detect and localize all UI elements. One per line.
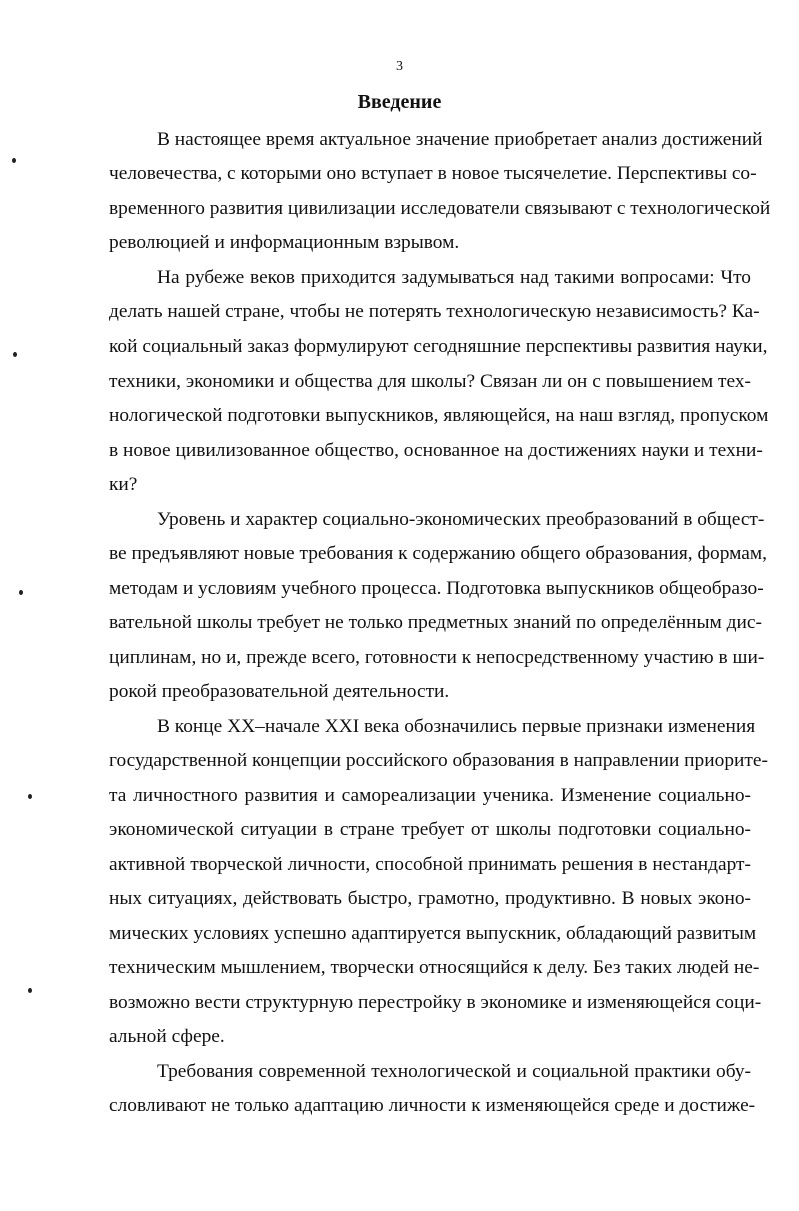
text-line: На рубеже веков приходится задумываться над такими вопросами: Что [157,267,751,288]
text-line: вательной школы требует не только предметных знаний по определённым дис- [109,612,762,633]
text-line: техники, экономики и общества для школы? Связан ли он с повышением тех- [109,371,751,392]
text-line: активной творческой личности, способной принимать решения в нестандарт- [109,854,751,875]
text-line: временного развития цивилизации исследователи связывают с технологической [109,198,771,219]
text-line: та личностного развития и самореализации ученика. Изменение социально- [109,785,751,806]
text-line: нологической подготовки выпускников, являющейся, на наш взгляд, пропуском [109,405,769,426]
text-line: В настоящее время актуальное значение приобретает анализ достижений [157,129,763,150]
margin-mark [19,590,23,595]
text-line: революцией и информационным взрывом. [109,232,460,253]
page-number: 3 [396,59,403,74]
text-line: ки? [109,474,138,495]
margin-mark [13,352,17,357]
text-line: возможно вести структурную перестройку в экономике и изменяющейся соци- [109,992,762,1013]
section-title: Введение [357,91,442,113]
text-line: рокой преобразовательной деятельности. [109,681,450,702]
text-line: словливают не только адаптацию личности к изменяющейся среде и достиже- [109,1095,756,1116]
text-line: Уровень и характер социально-экономических преобразований в общест- [157,509,765,530]
margin-mark [28,794,32,799]
text-line: экономической ситуации в стране требует от школы подготовки социально- [109,819,751,840]
text-line: Требования современной технологической и социальной практики обу- [157,1061,751,1082]
text-line: В конце XX–начале XXI века обозначились первые признаки изменения [157,716,756,737]
text-line: циплинам, но и, прежде всего, готовности к непосредственному участию в ши- [109,647,765,668]
text-line: мических условиях успешно адаптируется выпускник, обладающий развитым [109,923,757,944]
text-line: ве предъявляют новые требования к содержанию общего образования, формам, [109,543,767,564]
text-line: государственной концепции российского образования в направлении приорите- [109,750,768,771]
text-line: человечества, с которыми оно вступает в новое тысячелетие. Перспективы со- [109,163,757,184]
text-line: альной сфере. [109,1026,225,1047]
text-line: ных ситуациях, действовать быстро, грамотно, продуктивно. В новых эконо- [109,888,751,909]
text-line: в новое цивилизованное общество, основанное на достижениях науки и техни- [109,440,763,461]
text-line: методам и условиям учебного процесса. Подготовка выпускников общеобразо- [109,578,764,599]
margin-mark [28,988,32,993]
text-line: техническим мышлением, творчески относящийся к делу. Без таких людей не- [109,957,760,978]
margin-mark [12,158,16,163]
text-line: делать нашей стране, чтобы не потерять технологическую независимость? Ка- [109,301,760,322]
text-line: кой социальный заказ формулируют сегодняшние перспективы развития науки, [109,336,768,357]
